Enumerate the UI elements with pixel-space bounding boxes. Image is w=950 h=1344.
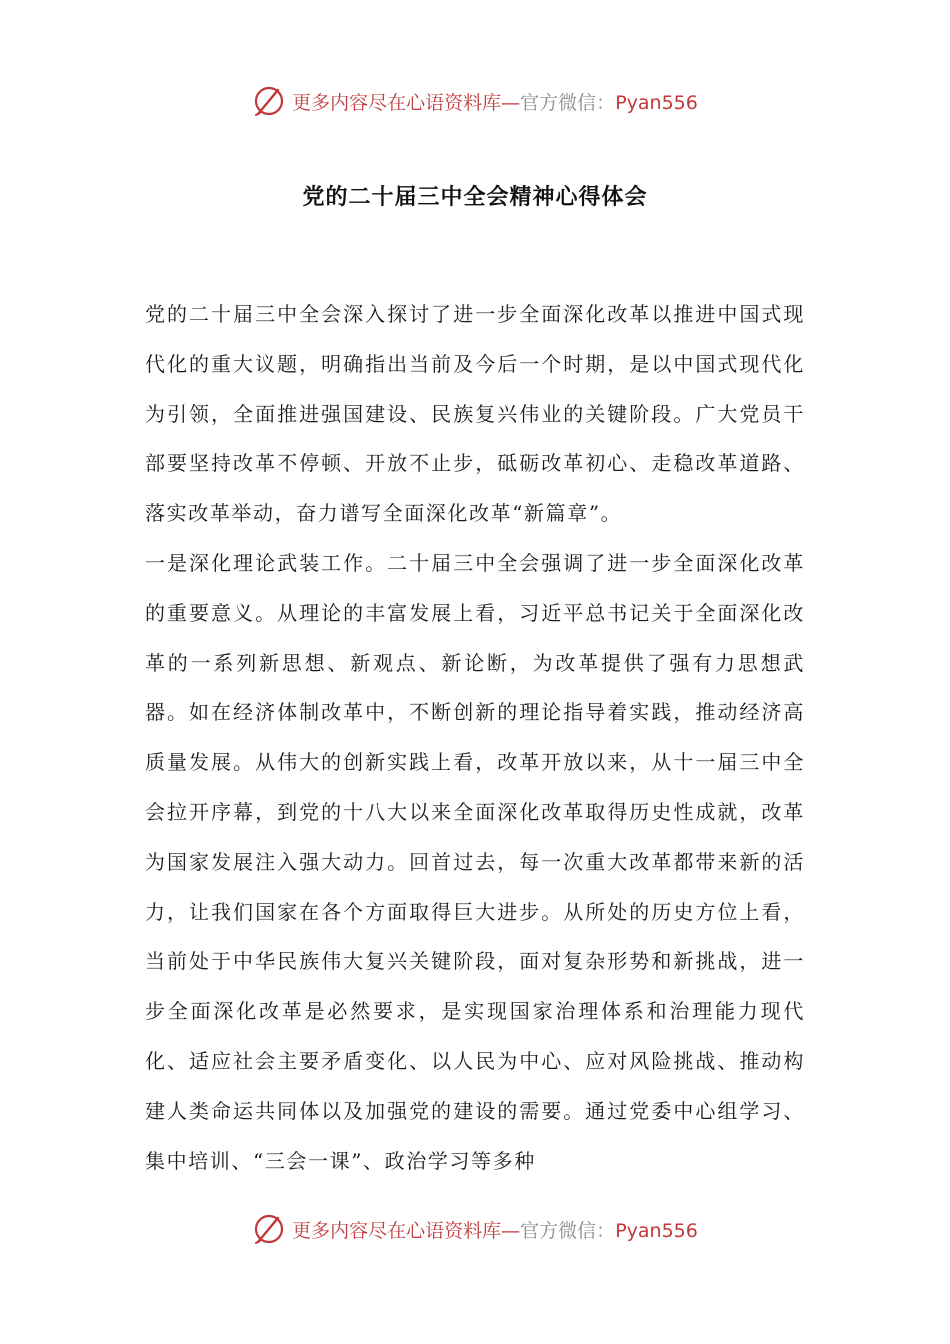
watermark-text bbox=[292, 88, 698, 115]
paragraph: 一是深化理论武装工作。二十届三中全会强调了进一步全面深化改革的重要意义。从理论的丰富发展上看，习近平总书记关于全面深化改革的一系列新思想、新观点、新论断，为改革提供了强有力思想武器。如在经济体制改革中，不断创新的理论指导着实践，推动经济高质量发展。从伟大的创新实践上看，改革开放以来，从十一届三中全会拉开序幕，到党的十八大以来全面深化改革取得历史性成就，改革为国家发展注入强大动力。回首过去，每一次重大改革都带来新的活力，让我们国家在各个方面取得巨大进步。从所处的历史方位上看，当前处于中华民族伟大复兴关键阶段，面对复杂形势和新挑战，进一步全面深化改革是必然要求，是实现国家治理体系和治理能力现代化、适应社会主要矛盾变化、以人民为中心、应对风险挑战、推动构建人类命运共同体以及加强党的建设的需要。通过党委中心组学习、集中培训、“三会一课”、政治学习等多种 bbox=[145, 550, 805, 1173]
watermark-separator: — bbox=[501, 91, 521, 114]
watermark-main: 更多内容尽在心语资料库 bbox=[292, 91, 502, 114]
quill-logo-icon bbox=[252, 1212, 286, 1246]
watermark-text bbox=[292, 1216, 698, 1243]
watermark-main: 更多内容尽在心语资料库 bbox=[292, 1219, 502, 1242]
watermark-id: Pyan556 bbox=[615, 91, 698, 114]
paragraph: 党的二十届三中全会深入探讨了进一步全面深化改革以推进中国式现代化的重大议题，明确指出当前及今后一个时期，是以中国式现代化为引领，全面推进强国建设、民族复兴伟业的关键阶段。广大党员干部要坚持改革不停顿、开放不止步，砥砺改革初心、走稳改革道路、落实改革举动，奋力谱写全面深化改革“新篇章”。 bbox=[145, 302, 805, 526]
watermark-sub: 官方微信： bbox=[520, 1219, 616, 1242]
footer-watermark bbox=[0, 1212, 950, 1246]
header-watermark bbox=[0, 84, 950, 118]
watermark-id: Pyan556 bbox=[615, 1219, 698, 1242]
watermark-separator: — bbox=[501, 1219, 521, 1242]
document-title: 党的二十届三中全会精神心得体会 bbox=[302, 185, 648, 210]
quill-logo-icon bbox=[252, 84, 286, 118]
document-body bbox=[145, 290, 805, 1186]
watermark-sub: 官方微信： bbox=[520, 91, 616, 114]
